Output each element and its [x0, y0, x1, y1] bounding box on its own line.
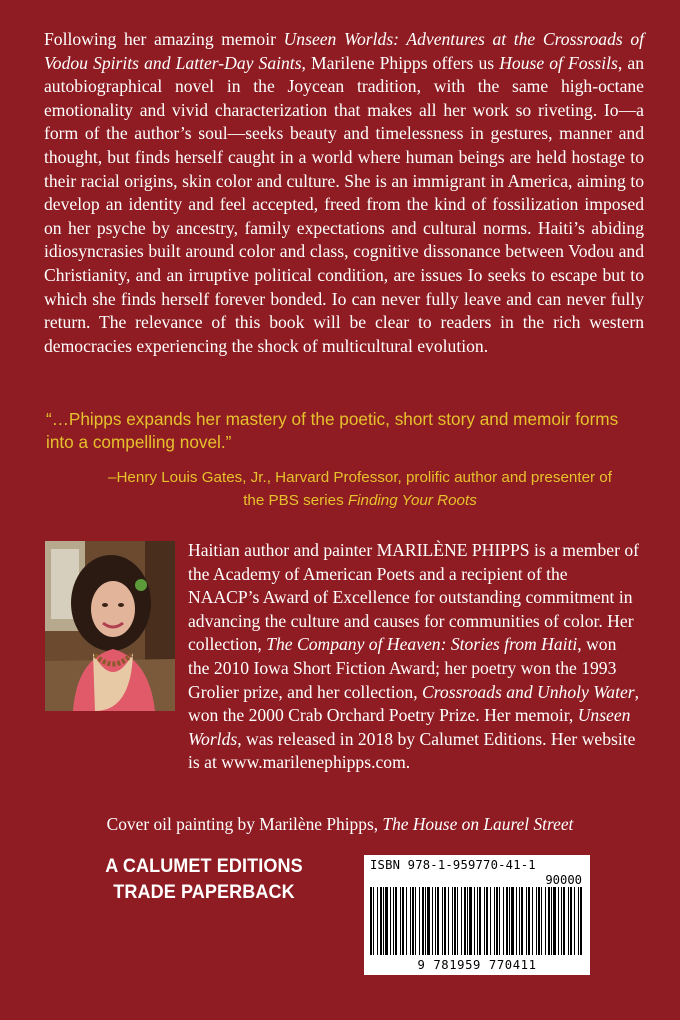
- barcode-bars: [370, 887, 584, 955]
- isbn-barcode: [364, 855, 590, 975]
- isbn-number: ISBN 978-1-959770-41-1: [370, 858, 536, 872]
- credit-text: Cover oil painting by Marilène Phipps,: [106, 814, 383, 834]
- novel-title: House of Fossils: [499, 52, 618, 73]
- bio-text-2: , won the 2010 Iowa Short Fiction Award; her poetry won the 1993 Grolier prize, and her collection,: [188, 634, 617, 702]
- publisher-imprint: [102, 854, 305, 906]
- back-cover-blurb: [44, 28, 644, 358]
- bio-book-title-3: Unseen Worlds: [188, 705, 631, 749]
- author-portrait-illustration: [45, 541, 175, 711]
- bio-text-3: , won the 2000 Crab Orchard Poetry Prize. Her memoir,: [188, 681, 640, 726]
- bio-text-1: Haitian author and painter MARILÈNE PHIPPS is a member of the Academy of American Poets and a recipient of the NAACP’s Award of Excellence for outstanding commitment in advancing the culture and causes for communities of color. Her collection,: [188, 540, 640, 655]
- bio-book-title-2: Crossroads and Unholy Water: [422, 681, 635, 702]
- tv-series-title: Finding Your Roots: [347, 492, 477, 509]
- imprint-line-1: A CALUMET EDITIONS: [105, 856, 303, 877]
- bio-book-title-1: The Company of Heaven: Stories from Haiti: [266, 634, 578, 655]
- ean-digits: 9 781959 770411: [417, 958, 537, 972]
- blurb-text-1: Following her amazing memoir: [44, 29, 284, 49]
- endorsement-quote: “…Phipps expands her mastery of the poetic, short story and memoir forms into a compelling novel.”: [46, 409, 619, 452]
- author-bio: [188, 539, 640, 775]
- memoir-title: Unseen Worlds: Adventures at the Crossroads of Vodou Spirits and Latter-Day Saints: [44, 29, 645, 73]
- author-photo: [45, 541, 175, 711]
- bio-text-4: , was released in 2018 by Calumet Editions. Her website is at www.marilenephipps.com.: [188, 728, 636, 773]
- painting-title: The House on Laurel Street: [382, 814, 574, 834]
- blurb-text-2: , Marilene Phipps offers us: [301, 52, 500, 73]
- endorsement-attribution: [100, 466, 620, 512]
- price-code: 90000: [545, 873, 582, 887]
- cover-credit: [0, 813, 680, 835]
- imprint-line-2: TRADE PAPERBACK: [113, 882, 295, 903]
- attribution-text: –Henry Louis Gates, Jr., Harvard Professor, prolific author and presenter of the PBS series: [108, 469, 612, 509]
- blurb-text-3: , an autobiographical novel in the Joycean tradition, with the same high-octane emotionality and vivid characterization that makes all her work so riveting. Io—a form of the author’s soul—seeks beauty and timelessness in gestures, manner and thought, but finds herself caught in a world where human beings are held hostage to their racial origins, skin color and culture. She is an immigrant in America, aiming to develop an identity and feel accepted, freed from the kind of fossilization imposed on her psyche by ancestry, family expectations and cultural norms. Haiti’s abiding idiosyncrasies built around color and class, cognitive dissonance between Vodou and Christianity, and an irruptive political condition, are issues Io seeks to escape but to which she finds herself forever bonded. Io can never fully leave and can never fully return. The relevance of this book will be clear to readers in the rich western democracies experiencing the shock of multicultural evolution.: [44, 52, 644, 356]
